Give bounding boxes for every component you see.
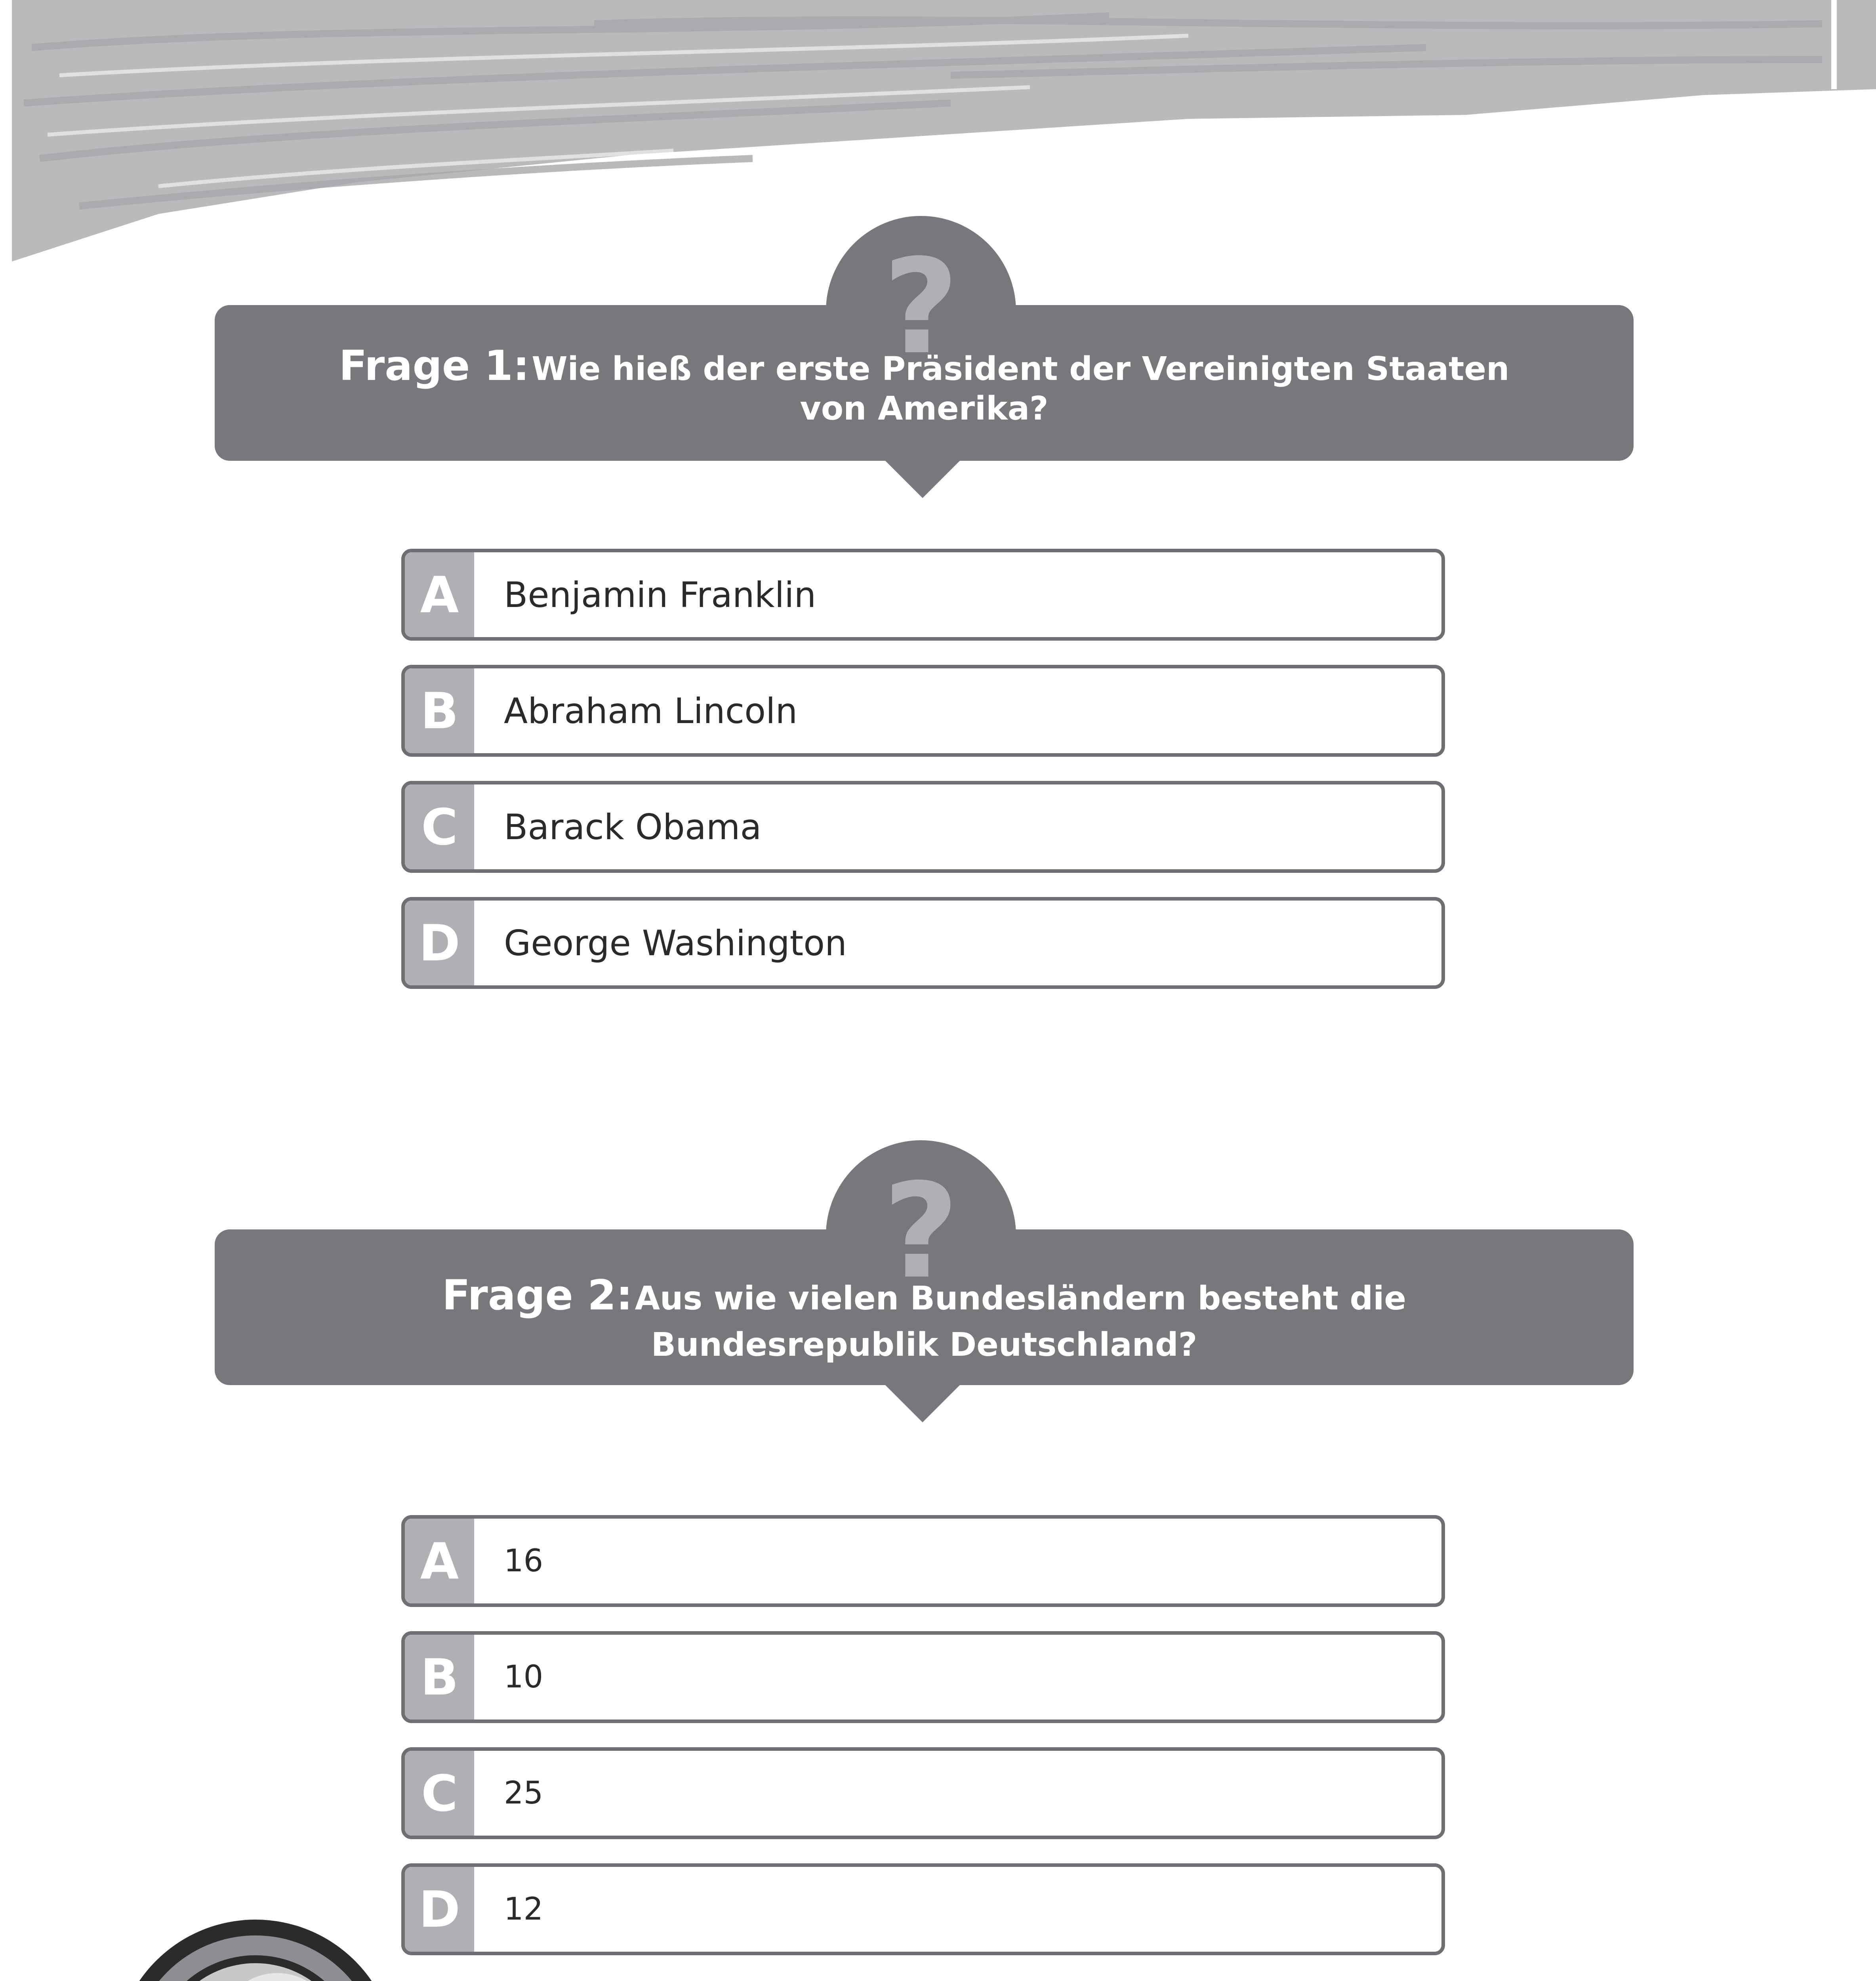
magnifying-glass-mascot-icon xyxy=(17,1920,396,1981)
answer-text: 16 xyxy=(504,1543,543,1579)
answer-option[interactable] xyxy=(401,549,1445,641)
question-mark-icon: ? xyxy=(883,1155,959,1307)
answer-option[interactable] xyxy=(401,1515,1445,1607)
answer-text: 10 xyxy=(504,1659,543,1695)
answer-letter: B xyxy=(405,668,474,753)
answer-letter: D xyxy=(405,1867,474,1952)
answer-text: George Washington xyxy=(504,922,847,964)
answer-letter: A xyxy=(405,552,474,637)
answer-letter: D xyxy=(405,901,474,985)
question-text xyxy=(215,337,1634,432)
question-tail xyxy=(885,1385,960,1422)
question-number: Frage 1: xyxy=(339,341,530,390)
question-mark-icon: ? xyxy=(883,231,959,383)
answer-option[interactable] xyxy=(401,1863,1445,1955)
answer-option[interactable] xyxy=(401,1631,1445,1723)
answer-letter: C xyxy=(405,784,474,869)
question-prompt: Wie hieß der erste Präsident der Vereinigten Staaten von Amerika? xyxy=(532,350,1510,427)
answer-text: 25 xyxy=(504,1775,543,1811)
question-tail xyxy=(885,460,960,498)
answer-option[interactable] xyxy=(401,781,1445,873)
answer-text: 12 xyxy=(504,1891,543,1927)
answer-text: Benjamin Franklin xyxy=(504,574,816,615)
answer-text: Barack Obama xyxy=(504,806,762,847)
answer-text: Abraham Lincoln xyxy=(504,690,798,731)
answer-letter: A xyxy=(405,1519,474,1603)
answer-option[interactable] xyxy=(401,1747,1445,1839)
question-number: Frage 2: xyxy=(442,1271,633,1320)
answer-letter: B xyxy=(405,1635,474,1720)
answer-letter: C xyxy=(405,1751,474,1836)
answer-option[interactable] xyxy=(401,897,1445,989)
answer-option[interactable] xyxy=(401,665,1445,757)
question-prompt: Aus wie vielen Bundesländern besteht die Bundesrepublik Deutschland? xyxy=(635,1280,1406,1364)
question-text xyxy=(215,1258,1634,1377)
